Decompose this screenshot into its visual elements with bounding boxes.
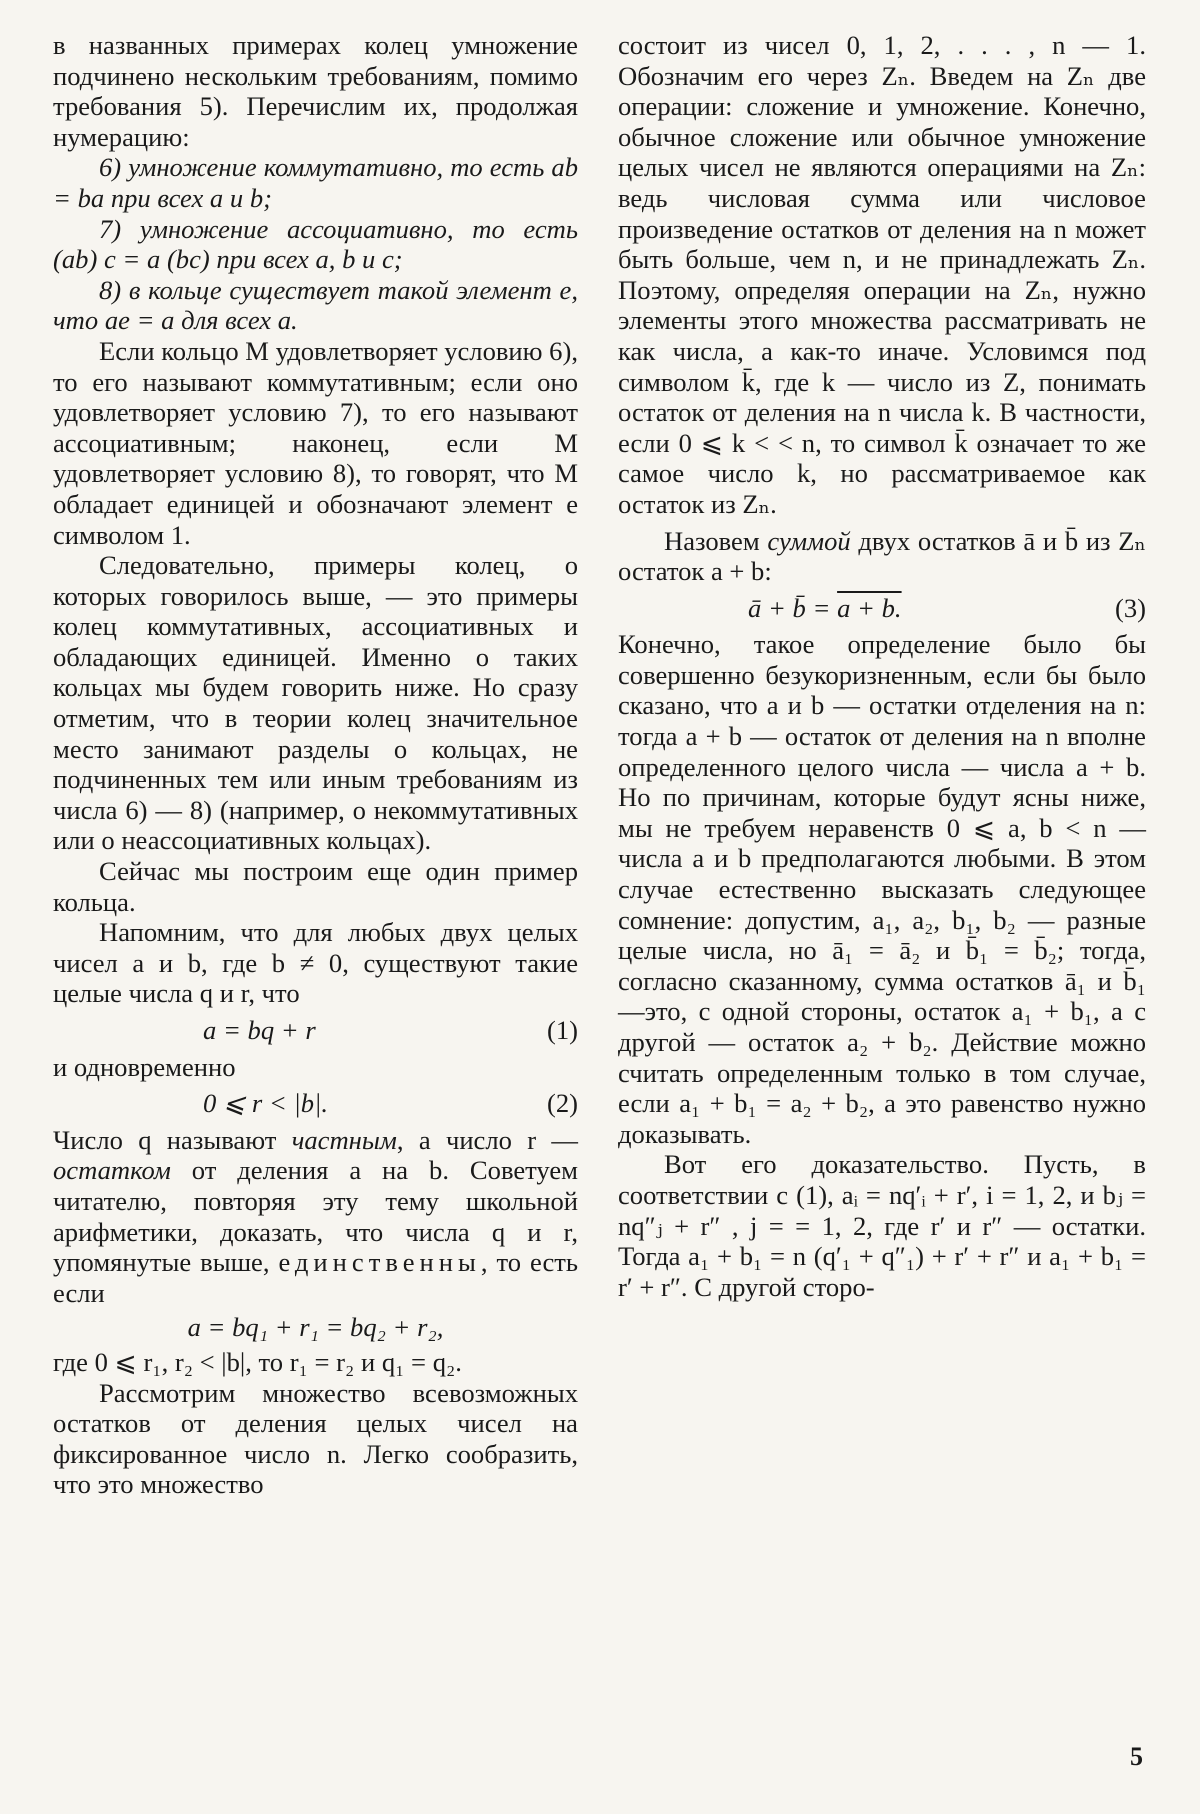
text-run: , то есть если [53,1247,578,1308]
requirement-6: 6) умножение коммутативно, то есть ab = ba при всех a и b; [53,152,578,213]
formula-number: (1) [546,1015,578,1045]
paragraph: Рассмотрим множество всевозможных остатков от деления целых чисел на фиксированное число n. Легко сообразить, что это множество [53,1377,578,1500]
text-run: Назовем [664,525,768,556]
formula-3-line [618,593,1146,624]
requirement-8: 8) в кольце существует такой элемент e, что ae = a для всех a. [53,274,578,336]
text-run: от деления a на b. Советуем читателю, повторяя эту тему школьной арифметики, доказать, что числа q и r, упомянутые выше, [53,1155,578,1278]
paragraph: в названных примерах колец умножение подчинено нескольким требованиям, помимо требования 5). Перечислим их, продолжая нумерацию: [53,30,578,152]
paragraph: Конечно, такое определение было бы совершенно безукоризненным, если бы было сказано, что a и b — остатки отделения на n: тогда a + b — остаток от деления на n вполне определенного целого числа — числа a + b. Но по причинам, которые будут ясны ниже, мы не требуем неравенств 0 ⩽ a, b < n — числа a и b предполагаются любыми. В этом случае естественно высказать следующее сомнение: допустим, a₁, a₂, b₁, b₂ — разные целые числа, но ā₁ = ā₂ и b̄₁ = b̄₂; тогда, согласно сказанному, сумма остатков ā₁ и b̄₁ —это, с одной стороны, остаток a₁ + b₁, а с другой — остаток a₂ + b₂. Действие можно считать определенным только в том случае, если a₁ + b₁ = a₂ + b₂, а это равенство нужно доказывать. [618,629,1146,1149]
term-remainder: остатком [53,1155,171,1186]
page-number: 5 [1130,1742,1143,1771]
paragraph: и одновременно [53,1051,236,1082]
left-column [53,30,578,1500]
formula-text: 0 ⩽ r < |b|. [203,1088,329,1119]
paragraph: где 0 ⩽ r₁, r₂ < |b|, то r₁ = r₂ и q₁ = q₂. [53,1346,462,1377]
paragraph [618,526,1146,587]
text-run: двух остатков ā и b̄ из Zₙ остаток a + b: [618,525,1147,587]
term-sum: суммой [767,525,851,556]
paragraph: Напомним, что для любых двух целых чисел a и b, где b ≠ 0, существуют такие целые числа q и r, что [53,917,578,1009]
text-run: , а число r — [396,1124,578,1155]
term-unique: единственны [278,1247,481,1278]
paragraph: Следовательно, примеры колец, о которых говорилось выше, — это примеры колец коммутативных, ассоциативных и обладающих единицей. Именно о таких кольцах мы будем говорить ниже. Но сразу отметим, что в теории колец значительное место занимают разделы о кольцах, не подчиненных тем или иным требованиям из числа 6) — 8) (например, о некоммутативных или о неассоциативных кольцах). [53,550,578,856]
paragraph [53,1125,578,1309]
term-quotient: частным [291,1124,397,1155]
formula-number: (3) [1114,592,1146,623]
formula-right: a + b. [837,592,902,623]
right-column [618,30,1146,1302]
formula-3: a = bq₁ + r₁ = bq₂ + r₂, [187,1312,444,1343]
formula-text: a = bq + r [203,1015,316,1045]
formula-number: (2) [546,1088,578,1119]
text-run: Число q называют [53,1124,292,1155]
formula-left: ā + b̄ = [748,592,838,623]
paragraph: Вот его доказательство. Пусть, в соответствии с (1), aᵢ = nq′ᵢ + r′, i = 1, 2, и bⱼ = nq″ⱼ + r″ , j = = 1, 2, где r′ и r″ — остатки. Тогда a₁ + b₁ = n (q′₁ + q″₁) + r′ + r″ и a₁ + b₁ = r′ + r″. С другой сторо- [618,1149,1146,1302]
requirement-7: 7) умножение ассоциативно, то есть (ab) c = a (bc) при всех a, b и c; [53,213,578,275]
formula-text [748,593,902,624]
formula-2 [53,1088,578,1119]
paragraph: Если кольцо M удовлетворяет условию 6), то его называют коммутативным; если оно удовлетворяет условию 7), то его называют ассоциативным; наконец, если M удовлетворяет условию 8), то говорят, что M обладает единицей и обозначают элемент e символом 1. [53,335,578,550]
paragraph: состоит из чисел 0, 1, 2, . . . , n — 1. Обозначим его через Zₙ. Введем на Zₙ две операции: сложение и умножение. Конечно, обычное сложение или обычное умножение целых чисел не являются операциями на Zₙ: ведь числовая сумма или числовое произведение остатков от деления на n может быть больше, чем n, и не принадлежать Zₙ. Поэтому, определяя операции на Zₙ, нужно элементы этого множества рассматривать не как числа, а как-то иначе. Условимся под символом k̄, где k — число из Z, понимать остаток от деления на n числа k. В частности, если 0 ⩽ k < < n, то символ k̄ означает то же самое число k, но рассматриваемое как остаток из Zₙ. [618,30,1146,519]
paragraph: Сейчас мы построим еще один пример кольца. [53,856,578,917]
formula-1 [53,1015,578,1046]
